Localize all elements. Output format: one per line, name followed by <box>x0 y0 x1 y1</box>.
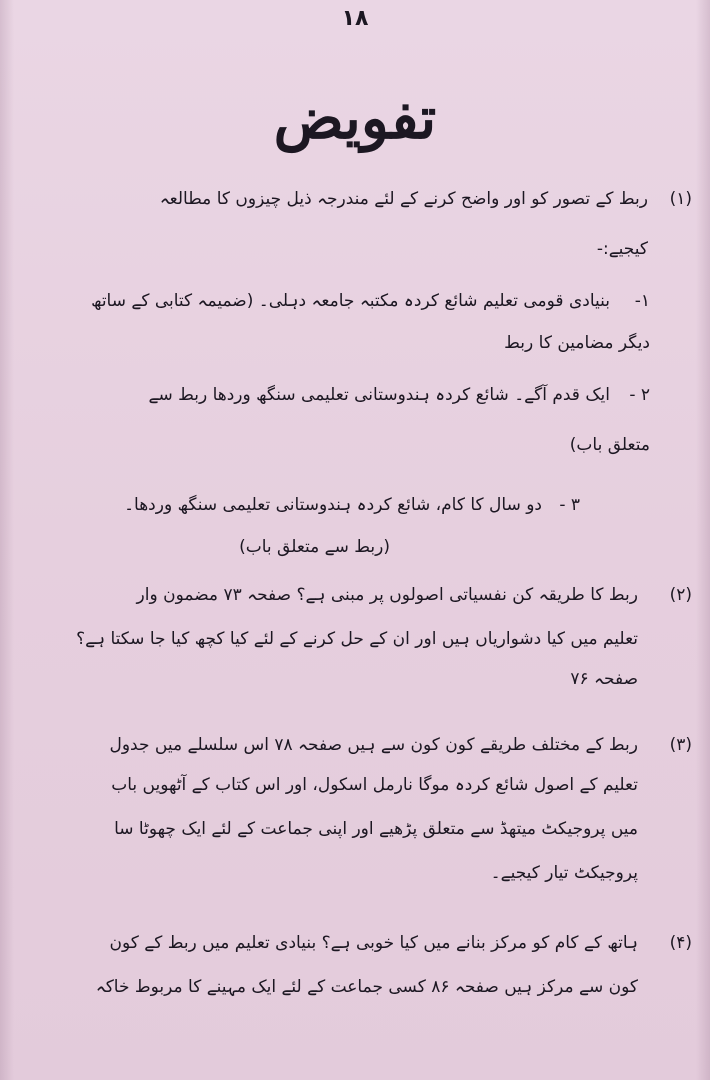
subitem-number: ۲ - <box>629 385 650 405</box>
subitem-number: ۳ - <box>559 495 580 515</box>
item-number: (۴) <box>669 933 692 953</box>
subitem-text-line: متعلق باب) <box>569 435 650 455</box>
subitem-text-line: ایک قدم آگے۔ شائع کردہ ہندوستانی تعلیمی سنگھ وردھا ربط سے <box>148 385 610 405</box>
item-text-line: میں پروجیکٹ میتھڈ سے متعلق پڑھیے اور اپنی جماعت کے لئے ایک چھوٹا سا <box>114 819 638 839</box>
item-text-line: تعلیم کے اصول شائع کردہ موگا نارمل اسکول، اور اس کتاب کے آٹھویں باب <box>111 775 638 795</box>
item-text-line: کیجیے:- <box>596 239 648 259</box>
item-text-line: ربط کے تصور کو اور واضح کرنے کے لئے مندرجہ ذیل چیزوں کا مطالعہ <box>159 189 648 209</box>
item-text-line: ربط کا طریقہ کن نفسیاتی اصولوں پر مبنی ہے؟ صفحہ ۷۳ مضمون وار <box>136 585 638 605</box>
subitem-text-line: (ربط سے متعلق باب) <box>239 537 390 557</box>
subitem-text-line: بنیادی قومی تعلیم شائع کردہ مکتبہ جامعہ دہلی۔ (ضمیمہ کتابی کے ساتھ <box>91 291 610 311</box>
subitem-text-line: دیگر مضامین کا ربط <box>504 333 650 353</box>
page-edge-shadow <box>696 0 710 1080</box>
item-text-line: ربط کے مختلف طریقے کون کون سے ہیں صفحہ ۷۸ اس سلسلے میں جدول <box>109 735 638 755</box>
subitem-number: ۱- <box>634 291 650 311</box>
page-edge-shadow <box>0 0 14 1080</box>
item-text-line: صفحہ ۷۶ <box>570 669 638 689</box>
item-number: (۱) <box>669 189 692 209</box>
item-text-line: تعلیم میں کیا دشواریاں ہیں اور ان کے حل کرنے کے لئے کیا کچھ کیا جا سکتا ہے؟ <box>76 629 638 649</box>
page-title: تفویض <box>273 84 437 152</box>
item-text-line: پروجیکٹ تیار کیجیے۔ <box>490 863 638 883</box>
page-number: ۱۸ <box>341 6 369 31</box>
item-number: (۳) <box>669 735 692 755</box>
item-text-line: ہاتھ کے کام کو مرکز بنانے میں کیا خوبی ہے؟ بنیادی تعلیم میں ربط کے کون <box>109 933 638 953</box>
subitem-text-line: دو سال کا کام، شائع کردہ ہندوستانی تعلیمی سنگھ وردھا۔ <box>124 495 542 515</box>
item-text-line: کون سے مرکز ہیں صفحہ ۸۶ کسی جماعت کے لئے ایک مہینے کا مربوط خاکہ <box>95 977 638 997</box>
item-number: (۲) <box>669 585 692 605</box>
